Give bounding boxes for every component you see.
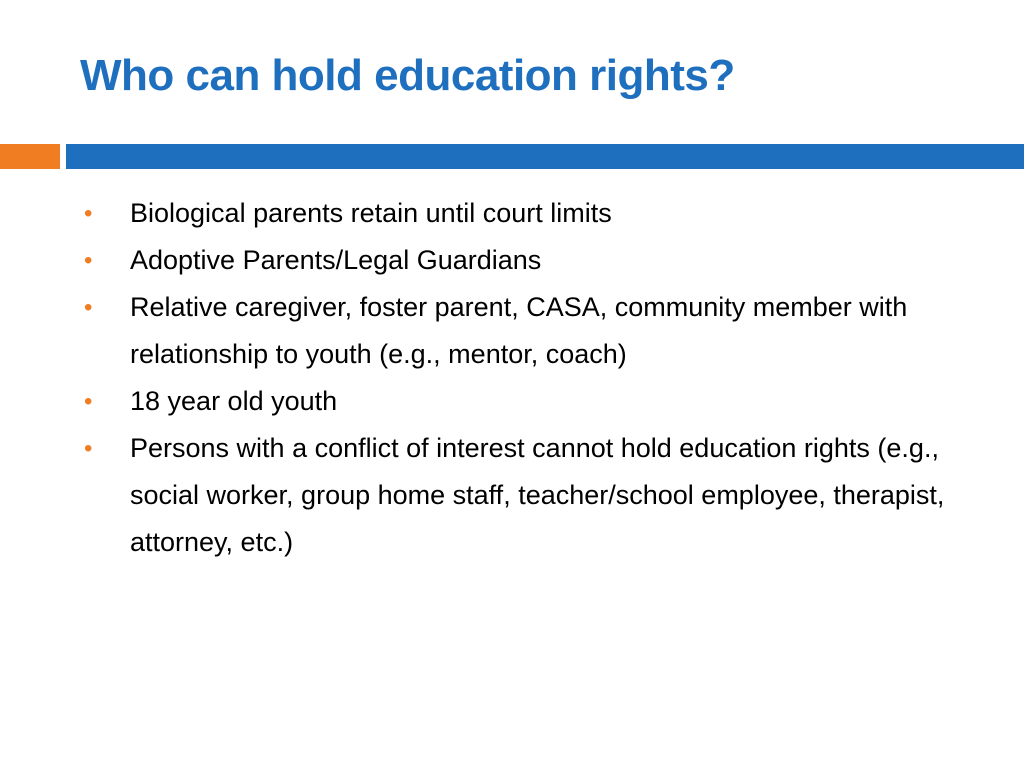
- bullet-item: [84, 284, 984, 378]
- bullet-list: [84, 190, 984, 566]
- bullet-item: [84, 425, 984, 566]
- slide-title: Who can hold education rights?: [80, 51, 735, 100]
- bullet-text: Biological parents retain until court limits: [130, 198, 612, 228]
- bullet-text: Adoptive Parents/Legal Guardians: [130, 245, 542, 275]
- accent-bar-blue: [66, 144, 1024, 169]
- bullet-dot-icon: •: [84, 294, 93, 321]
- bullet-text: 18 year old youth: [130, 386, 338, 416]
- bullet-dot-icon: •: [84, 200, 93, 227]
- bullet-item: [84, 378, 984, 425]
- bullet-dot-icon: •: [84, 247, 93, 274]
- bullet-dot-icon: •: [84, 388, 93, 415]
- bullet-text: Persons with a conflict of interest cannot hold education rights (e.g., social worker, group home staff, teacher/school employee, therapist, attorney, etc.): [130, 433, 945, 557]
- bullet-text: Relative caregiver, foster parent, CASA, community member with relationship to youth (e.g., mentor, coach): [130, 292, 908, 369]
- bullet-item: [84, 237, 984, 284]
- accent-bar-orange: [0, 144, 60, 169]
- bullet-dot-icon: •: [84, 435, 93, 462]
- bullet-item: [84, 190, 984, 237]
